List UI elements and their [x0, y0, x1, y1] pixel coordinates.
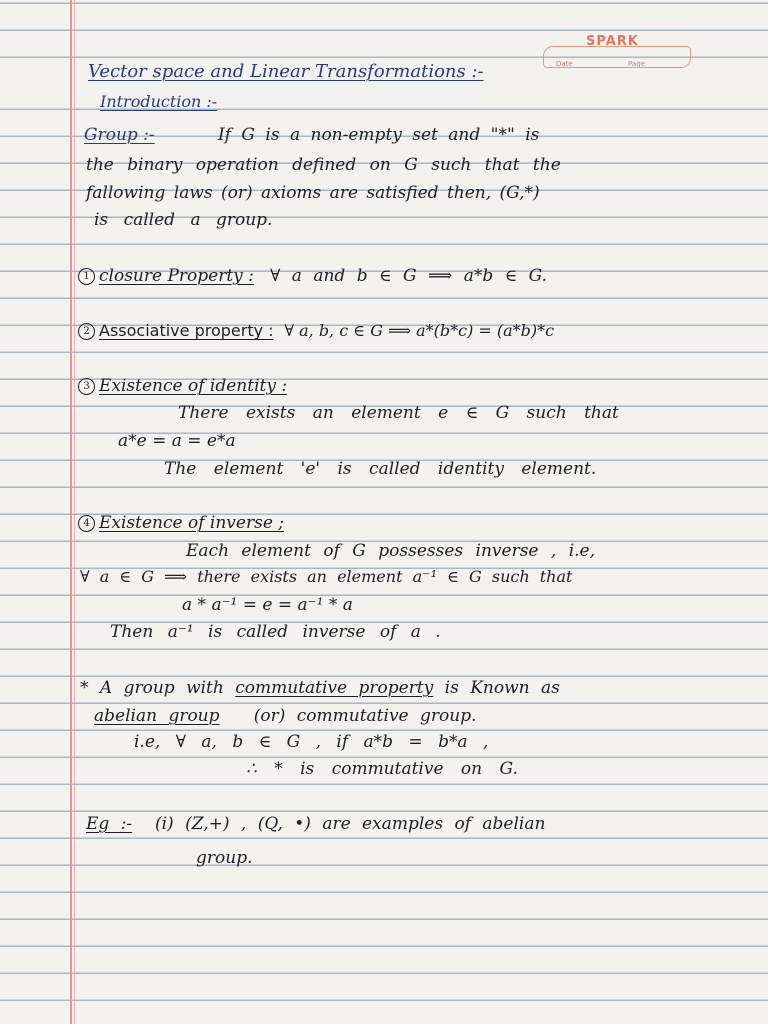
inverse-text-line: Then a⁻¹ is called inverse of a .: [110, 622, 441, 642]
abelian-text: * A group with: [80, 678, 224, 698]
group-definition-line: If G is a non-empty set and "*" is: [218, 125, 540, 145]
abelian-text: is Known as: [444, 678, 560, 698]
group-definition-line: is called a group.: [94, 210, 273, 230]
margin-line: [74, 0, 75, 1024]
page-line: [648, 67, 682, 68]
example-line: [86, 814, 545, 834]
example-text: (i) (Z,+) , (Q, •) are examples of abelian: [154, 814, 546, 834]
group-definition-line: fallowing laws (or) axioms are satisfied then, (G,*): [86, 183, 540, 203]
axiom-associative: [78, 321, 554, 341]
group-label: Group :-: [84, 125, 155, 145]
axiom-number-badge: 3: [78, 378, 95, 395]
axiom-rule: ∀ a and b ∈ G ⟹ a*b ∈ G.: [270, 266, 548, 286]
date-label: Date: [556, 60, 573, 68]
inverse-text-line: ∀ a ∈ G ⟹ there exists an element a⁻¹ ∈ G such that: [80, 567, 573, 586]
abelian-term: commutative property: [235, 678, 434, 698]
introduction-heading: Introduction :-: [100, 92, 218, 111]
example-label: Eg :-: [86, 814, 133, 834]
page-label: Page: [628, 60, 645, 68]
axiom-rule: ∀ a, b, c ∈ G ⟹ a*(b*c) = (a*b)*c: [284, 321, 555, 340]
axiom-title: Existence of identity :: [99, 376, 288, 396]
axiom-number-badge: 4: [78, 515, 95, 532]
axiom-title: Existence of inverse ;: [99, 513, 285, 533]
abelian-line: [94, 706, 477, 726]
abelian-line: i.e, ∀ a, b ∈ G , if a*b = b*a ,: [134, 732, 489, 752]
brand-logo: SPARK: [586, 34, 639, 49]
axiom-title: Associative property :: [99, 321, 274, 340]
identity-text-line: The element 'e' is called identity element.: [164, 459, 597, 479]
inverse-text-line: Each element of G possesses inverse , i.e,: [186, 541, 595, 561]
abelian-term: abelian group: [94, 706, 220, 726]
identity-text-line: There exists an element e ∈ G such that: [178, 403, 619, 423]
axiom-number-badge: 2: [78, 323, 95, 340]
page-title: Vector space and Linear Transformations :-: [88, 61, 484, 82]
axiom-identity: [78, 376, 287, 396]
group-definition-line: the binary operation defined on G such that the: [86, 155, 561, 175]
axiom-inverse: [78, 513, 284, 533]
axiom-number-badge: 1: [78, 268, 95, 285]
axiom-title: closure Property :: [99, 266, 254, 286]
axiom-closure: [78, 266, 547, 286]
date-line: [573, 67, 625, 68]
abelian-line: ∴ * is commutative on G.: [246, 759, 518, 779]
example-line: group.: [196, 848, 253, 868]
inverse-text-line: a * a⁻¹ = e = a⁻¹ * a: [182, 595, 353, 615]
abelian-line: [80, 678, 560, 698]
identity-text-line: a*e = a = e*a: [118, 431, 236, 451]
abelian-text: (or) commutative group.: [253, 706, 477, 726]
margin-line: [70, 0, 72, 1024]
